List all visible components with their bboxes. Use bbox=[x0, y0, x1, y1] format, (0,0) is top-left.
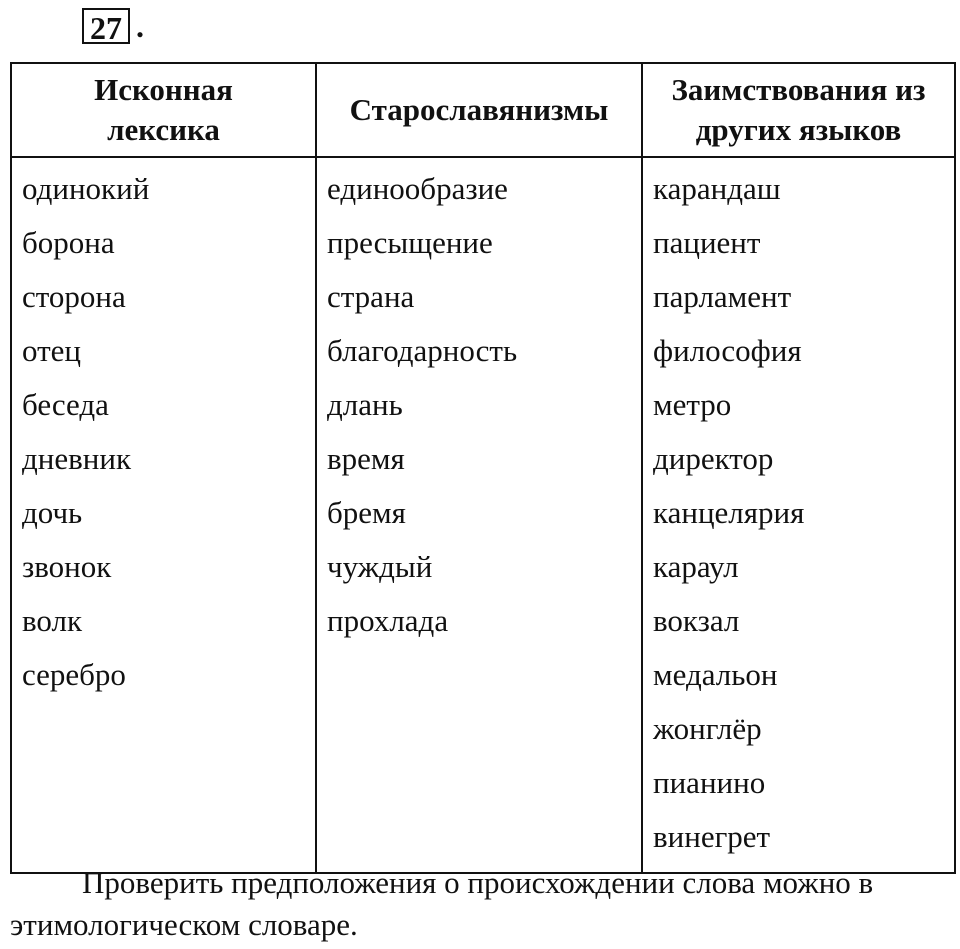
list-item: философия bbox=[653, 333, 802, 368]
list-item: вокзал bbox=[653, 603, 740, 638]
list-item: парламент bbox=[653, 279, 792, 314]
old-slavonic-word-list bbox=[327, 162, 631, 648]
list-item: чуждый bbox=[327, 549, 433, 584]
list-item: директор bbox=[653, 441, 774, 476]
list-item: серебро bbox=[22, 657, 126, 692]
header-native-label: Исконная лексика bbox=[94, 72, 233, 147]
list-item: медальон bbox=[653, 657, 778, 692]
list-item: волк bbox=[22, 603, 83, 638]
task-number-dot: . bbox=[136, 8, 144, 44]
list-item: одинокий bbox=[22, 171, 150, 206]
list-item: время bbox=[327, 441, 405, 476]
list-item: метро bbox=[653, 387, 732, 422]
footnote-text: Проверить предположения о происхождении слова можно в этимологическом словаре. bbox=[10, 865, 874, 942]
task-number: 27 bbox=[90, 10, 122, 46]
list-item: звонок bbox=[22, 549, 112, 584]
list-item: страна bbox=[327, 279, 415, 314]
column-borrowings bbox=[642, 157, 955, 873]
list-item: беседа bbox=[22, 387, 109, 422]
borrowings-word-list bbox=[653, 162, 944, 864]
list-item: пациент bbox=[653, 225, 761, 260]
list-item: бремя bbox=[327, 495, 406, 530]
list-item: благодарность bbox=[327, 333, 518, 368]
list-item: пианино bbox=[653, 765, 766, 800]
column-native bbox=[11, 157, 316, 873]
native-word-list bbox=[22, 162, 305, 702]
list-item: отец bbox=[22, 333, 81, 368]
list-item: дневник bbox=[22, 441, 131, 476]
column-old-slavonic bbox=[316, 157, 642, 873]
list-item: длань bbox=[327, 387, 403, 422]
lexicon-table bbox=[10, 62, 956, 874]
footnote-paragraph bbox=[10, 862, 950, 946]
table-header-row bbox=[11, 63, 955, 157]
list-item: прохлада bbox=[327, 603, 449, 638]
list-item: канцелярия bbox=[653, 495, 805, 530]
table-body-row bbox=[11, 157, 955, 873]
list-item: сторона bbox=[22, 279, 126, 314]
header-old-slavonic-label: Старославянизмы bbox=[349, 92, 609, 127]
list-item: пресыщение bbox=[327, 225, 493, 260]
list-item: жонглёр bbox=[653, 711, 762, 746]
list-item: борона bbox=[22, 225, 115, 260]
list-item: единообразие bbox=[327, 171, 508, 206]
list-item: дочь bbox=[22, 495, 83, 530]
header-borrowings bbox=[642, 63, 955, 157]
task-number-box bbox=[82, 8, 130, 44]
list-item: карандаш bbox=[653, 171, 781, 206]
list-item: винегрет bbox=[653, 819, 771, 854]
header-native bbox=[11, 63, 316, 157]
header-borrowings-label: Заимствования из других языков bbox=[671, 72, 926, 147]
list-item: караул bbox=[653, 549, 739, 584]
header-old-slavonic bbox=[316, 63, 642, 157]
